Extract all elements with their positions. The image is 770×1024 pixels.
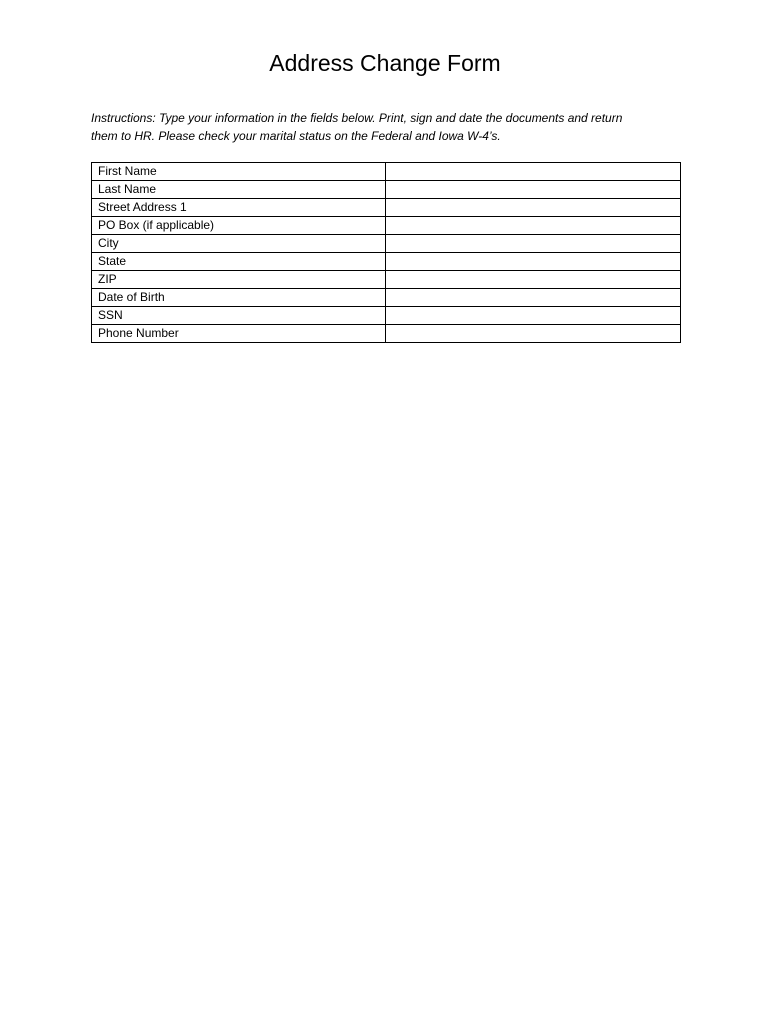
field-cell-phone-number[interactable] [386, 325, 681, 343]
field-label-zip: ZIP [92, 271, 386, 289]
table-row [92, 163, 681, 181]
table-row [92, 307, 681, 325]
field-cell-state[interactable] [386, 253, 681, 271]
field-label-first-name: First Name [92, 163, 386, 181]
city-field[interactable] [392, 236, 674, 251]
field-cell-city[interactable] [386, 235, 681, 253]
field-cell-po-box[interactable] [386, 217, 681, 235]
table-row [92, 199, 681, 217]
field-cell-last-name[interactable] [386, 181, 681, 199]
table-row [92, 253, 681, 271]
table-row [92, 325, 681, 343]
table-row [92, 181, 681, 199]
phone-number-field[interactable] [392, 326, 674, 341]
instructions-text [91, 109, 681, 145]
field-cell-zip[interactable] [386, 271, 681, 289]
instructions-line-1: Instructions: Type your information in the fields below. Print, sign and date the documents and return [91, 111, 623, 125]
field-label-phone-number: Phone Number [92, 325, 386, 343]
field-label-date-of-birth: Date of Birth [92, 289, 386, 307]
po-box-field[interactable] [392, 218, 674, 233]
field-cell-street-address-1[interactable] [386, 199, 681, 217]
field-label-ssn: SSN [92, 307, 386, 325]
address-form-table [91, 162, 681, 343]
street-address-1-field[interactable] [392, 200, 674, 215]
date-of-birth-field[interactable] [392, 290, 674, 305]
instructions-line-2: them to HR. Please check your marital status on the Federal and Iowa W-4’s. [91, 129, 501, 143]
ssn-field[interactable] [392, 308, 674, 323]
field-label-po-box: PO Box (if applicable) [92, 217, 386, 235]
first-name-field[interactable] [392, 164, 674, 179]
field-label-last-name: Last Name [92, 181, 386, 199]
page-title: Address Change Form [269, 50, 501, 76]
field-cell-date-of-birth[interactable] [386, 289, 681, 307]
field-label-state: State [92, 253, 386, 271]
table-row [92, 235, 681, 253]
zip-field[interactable] [392, 272, 674, 287]
field-label-city: City [92, 235, 386, 253]
field-label-street-address-1: Street Address 1 [92, 199, 386, 217]
field-cell-ssn[interactable] [386, 307, 681, 325]
last-name-field[interactable] [392, 182, 674, 197]
field-cell-first-name[interactable] [386, 163, 681, 181]
table-row [92, 271, 681, 289]
table-row [92, 217, 681, 235]
table-row [92, 289, 681, 307]
state-field[interactable] [392, 254, 674, 269]
